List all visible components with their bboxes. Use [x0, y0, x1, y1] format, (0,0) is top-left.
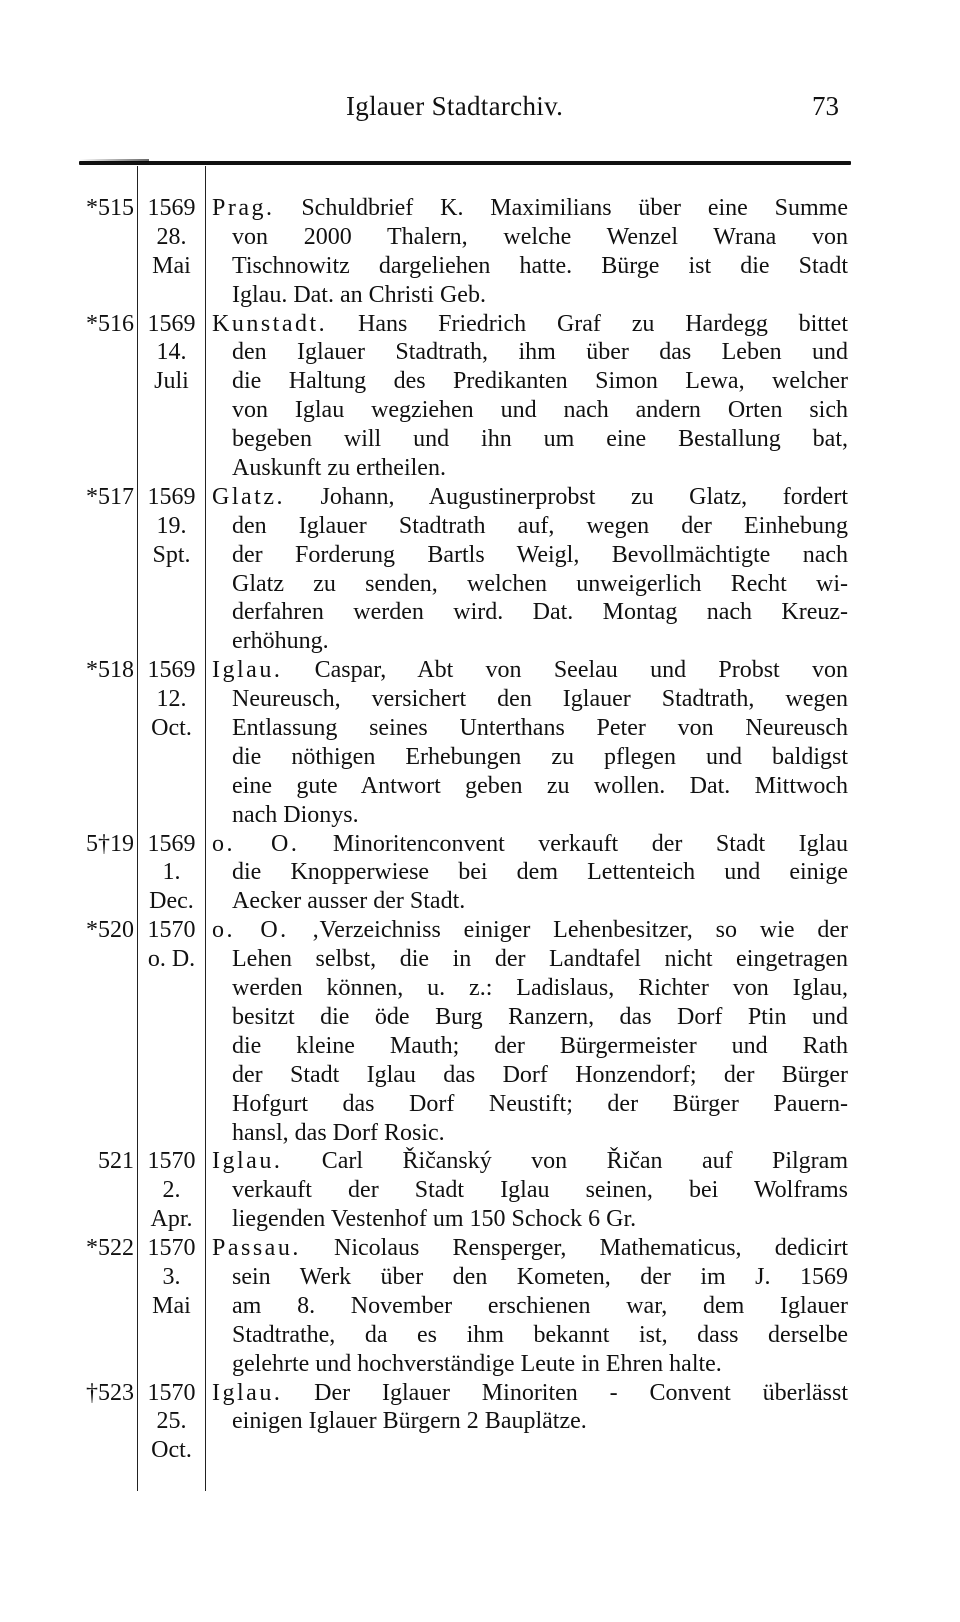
running-title: Iglauer Stadtarchiv. — [346, 91, 564, 121]
entry-number: *515 — [86, 195, 134, 221]
register-entry — [0, 483, 960, 656]
entry-place: Prag. — [212, 195, 275, 221]
entry-text: den Iglauer Stadtrath auf, wegen der Einhebung — [232, 512, 848, 539]
entry-line — [0, 396, 960, 425]
register-entry — [0, 1379, 960, 1466]
entry-line — [0, 1003, 960, 1032]
entry-line — [0, 367, 960, 396]
register-entry — [0, 830, 960, 917]
entry-line — [0, 194, 960, 223]
entry-line — [0, 1292, 960, 1321]
entry-line — [0, 310, 960, 339]
entry-text: gelehrte und hochverständige Leute in Ehren halte. — [232, 1350, 722, 1377]
entry-text: Passau. Nicolaus Rensperger, Mathematicus, dedicirt — [212, 1235, 848, 1262]
entry-line — [0, 1234, 960, 1263]
entry-line — [0, 945, 960, 974]
entry-date: 19. — [156, 512, 187, 539]
entry-text: hansl, das Dorf Rosic. — [232, 1119, 445, 1146]
entry-date: 1569 — [147, 657, 196, 684]
entry-text: einigen Iglauer Bürgern 2 Bauplätze. — [232, 1408, 587, 1435]
entry-number: *520 — [86, 917, 134, 944]
entry-text: Aecker ausser der Stadt. — [232, 888, 466, 915]
entry-line — [0, 1407, 960, 1436]
entry-text: die nöthigen Erhebungen zu pflegen und baldigst — [232, 743, 848, 770]
entry-place: Iglau. — [212, 1379, 283, 1406]
entry-date: 1570 — [147, 917, 196, 944]
entry-line — [0, 685, 960, 714]
entry-date: Spt. — [152, 541, 191, 568]
register-entry — [0, 194, 960, 310]
entry-text: Iglau. Der Iglauer Minoriten - Convent überlässt — [212, 1379, 848, 1406]
entry-line — [0, 801, 960, 830]
entry-line — [0, 1090, 960, 1119]
entry-number: †523 — [86, 1379, 134, 1406]
entry-date: 12. — [156, 686, 187, 713]
entry-text: Tischnowitz dargeliehen hatte. Bürge ist die Stadt — [232, 252, 848, 279]
entry-date: 1570 — [147, 1235, 196, 1262]
entry-line — [0, 598, 960, 627]
entry-line — [0, 627, 960, 656]
entry-place: Passau. — [212, 1235, 301, 1262]
entry-line — [0, 512, 960, 541]
entry-text: Neureusch, versichert den Iglauer Stadtrath, wegen — [232, 686, 848, 713]
entry-text: nach Dionys. — [232, 801, 359, 828]
entry-line — [0, 887, 960, 916]
entry-date: Oct. — [151, 1437, 192, 1464]
entry-date: 1570 — [147, 1148, 196, 1175]
entry-line — [0, 1379, 960, 1408]
entry-line — [0, 1119, 960, 1148]
header-rule — [79, 161, 851, 165]
entry-place: Iglau. — [212, 657, 283, 684]
entry-line — [0, 223, 960, 252]
entry-line — [0, 974, 960, 1003]
entry-number: *522 — [86, 1235, 134, 1262]
entry-date: 3. — [162, 1263, 181, 1290]
entry-number: *517 — [86, 483, 134, 510]
entry-line — [0, 483, 960, 512]
entry-line — [0, 1263, 960, 1292]
entry-date: Dec. — [149, 888, 194, 915]
register-entry — [0, 656, 960, 829]
running-header — [0, 91, 960, 131]
page-number: 73 — [812, 91, 839, 121]
entry-date: Mai — [152, 252, 191, 279]
entry-text: die Haltung des Predikanten Simon Lewa, welcher — [232, 368, 848, 395]
entry-number: *516 — [86, 310, 134, 337]
entry-line — [0, 916, 960, 945]
register-entries — [0, 194, 960, 1465]
entry-date: Juli — [154, 368, 189, 395]
entry-line — [0, 743, 960, 772]
entry-date: Oct. — [151, 715, 192, 742]
register-entry — [0, 310, 960, 483]
entry-line — [0, 338, 960, 367]
entry-text: eine gute Antwort geben zu wollen. Dat. Mittwoch — [232, 772, 848, 799]
entry-text: erhöhung. — [232, 628, 329, 655]
entry-date: 1569 — [147, 483, 196, 510]
entry-number: 521 — [98, 1148, 134, 1175]
entry-line — [0, 425, 960, 454]
entry-text: Auskunft zu ertheilen. — [232, 455, 446, 482]
entry-place: Iglau. — [212, 1148, 283, 1175]
entry-text: besitzt die öde Burg Ranzern, das Dorf Ptin und — [232, 1003, 848, 1030]
entry-date: 1569 — [147, 195, 196, 221]
entry-text: o. O. Minoritenconvent verkauft der Stadt Iglau — [212, 830, 848, 857]
entry-line — [0, 570, 960, 599]
entry-line — [0, 1205, 960, 1234]
entry-line — [0, 1061, 960, 1090]
entry-text: Kunstadt. Hans Friedrich Graf zu Hardegg bittet — [212, 310, 848, 337]
entry-text: Lehen selbst, die in der Landtafel nicht eingetragen — [232, 946, 848, 973]
entry-text: begeben will und ihn um eine Bestallung bat, — [232, 426, 848, 453]
entry-line — [0, 1032, 960, 1061]
entry-line — [0, 454, 960, 483]
entry-date: Apr. — [150, 1206, 193, 1233]
entry-date: 1569 — [147, 830, 196, 857]
entry-text: Glatz zu senden, welchen unweigerlich Recht wi- — [232, 570, 848, 597]
entry-text: o. O. ‚Verzeichniss einiger Lehenbesitzer, so wie der — [212, 917, 848, 944]
entry-date: Mai — [152, 1292, 191, 1319]
entry-line — [0, 830, 960, 859]
entry-line — [0, 656, 960, 685]
entry-text: am 8. November erschienen war, dem Iglauer — [232, 1292, 848, 1319]
entry-text: Hofgurt das Dorf Neustift; der Bürger Pauern- — [232, 1090, 848, 1117]
entry-text: werden können, u. z.: Ladislaus, Richter von Iglau, — [232, 975, 848, 1002]
entry-text: der Stadt Iglau das Dorf Honzendorf; der Bürger — [232, 1061, 848, 1088]
entry-line — [0, 1321, 960, 1350]
entry-text: Iglau. Carl Řičanský von Řičan auf Pilgram — [212, 1148, 848, 1175]
entry-line — [0, 858, 960, 887]
entry-number: 5†19 — [86, 830, 134, 857]
entry-text: sein Werk über den Kometen, der im J. 1569 — [232, 1263, 848, 1290]
entry-text: Stadtrathe, da es ihm bekannt ist, dass derselbe — [232, 1321, 848, 1348]
entry-line — [0, 281, 960, 310]
entry-number: *518 — [86, 657, 134, 684]
entry-line — [0, 541, 960, 570]
entry-date: 1569 — [147, 310, 196, 337]
register-entry — [0, 916, 960, 1147]
entry-text: Glatz. Johann, Augustinerprobst zu Glatz, fordert — [212, 483, 848, 510]
entry-date: 1. — [162, 859, 181, 886]
entry-text: Prag. Schuldbrief K. Maximilians über eine Summe — [212, 195, 848, 221]
entry-date: 28. — [156, 223, 187, 250]
entry-text: verkauft der Stadt Iglau seinen, bei Wolframs — [232, 1177, 848, 1204]
entry-text: Iglau. Dat. an Christi Geb. — [232, 281, 486, 308]
entry-place: o. O. — [212, 830, 300, 857]
entry-line — [0, 714, 960, 743]
entry-line — [0, 772, 960, 801]
entry-date: 25. — [156, 1408, 187, 1435]
entry-place: Glatz. — [212, 483, 285, 510]
register-entry — [0, 1234, 960, 1378]
entry-line — [0, 1176, 960, 1205]
entry-text: den Iglauer Stadtrath, ihm über das Leben und — [232, 339, 848, 366]
entry-date: 2. — [162, 1177, 181, 1204]
register-entry — [0, 1147, 960, 1234]
entry-line — [0, 1436, 960, 1465]
entry-date: 1570 — [147, 1379, 196, 1406]
entry-text: die Knopperwiese bei dem Lettenteich und einige — [232, 859, 848, 886]
entry-date: o. D. — [147, 946, 196, 973]
entry-text: von Iglau wegziehen und nach andern Orten sich — [232, 397, 848, 424]
entry-text: derfahren werden wird. Dat. Montag nach Kreuz- — [232, 599, 848, 626]
entry-text: Iglau. Caspar, Abt von Seelau und Probst von — [212, 657, 848, 684]
entry-text: Entlassung seines Unterthans Peter von Neureusch — [232, 715, 848, 742]
entry-place: Kunstadt. — [212, 310, 328, 337]
entry-line — [0, 1147, 960, 1176]
entry-text: die kleine Mauth; der Bürgermeister und Rath — [232, 1032, 848, 1059]
entry-place: o. O. — [212, 917, 289, 944]
entry-date: 14. — [156, 339, 187, 366]
entry-text: von 2000 Thalern, welche Wenzel Wrana von — [232, 223, 848, 250]
entry-text: liegenden Vestenhof um 150 Schock 6 Gr. — [232, 1206, 637, 1233]
entry-text: der Forderung Bartls Weigl, Bevollmächtigte nach — [232, 541, 848, 568]
entry-line — [0, 1350, 960, 1379]
entry-line — [0, 252, 960, 281]
